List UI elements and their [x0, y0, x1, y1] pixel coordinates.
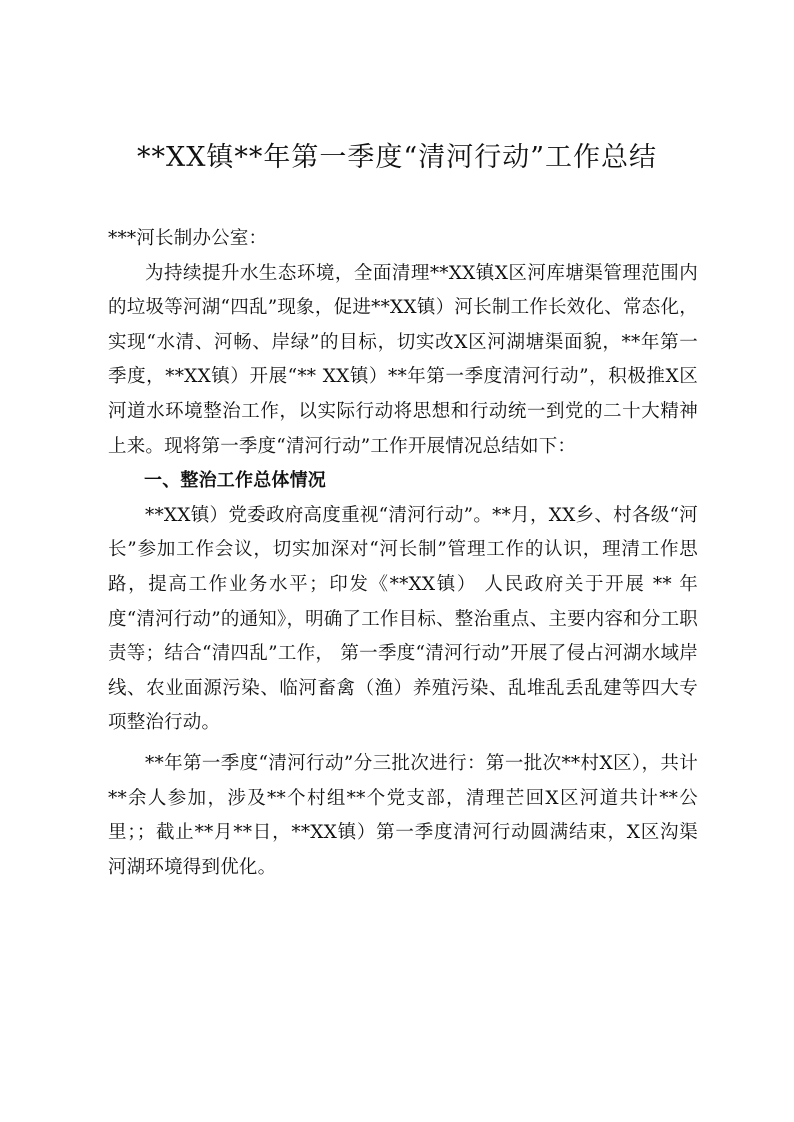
document-title: **XX镇**年第一季度“清河行动”工作总结 [136, 142, 658, 173]
paragraph-intro: 为持续提升水生态环境，全面清理**XX镇X区河库塘渠管理范围内的垃圾等河湖“四乱”现象，促进**XX镇）河长制工作长效化、常态化，实现“水清、河畅、岸绿”的目标，切实改X区河湖塘渠面貌，**年第一季度，**XX镇）开展“** XX镇）**年第一季度清河行动”，积极推X区河道水环境整治工作，以实际行动将思想和行动统一到党的二十大精神上来。现将第一季度“清河行动”工作开展情况总结如下： [108, 262, 698, 457]
salutation: ***河长制办公室： [108, 228, 268, 249]
document-body [108, 222, 698, 885]
paragraph-batches: **年第一季度“清河行动”分三批次进行：第一批次**村X区），共计**余人参加，涉及**个村组**个党支部，清理芒回X区河道共计**公里；；截止**月**日，**XX镇）第一季度清河行动圆满结束，X区沟渠河湖环境得到优化。 [108, 752, 698, 878]
paragraph-overview: **XX镇）党委政府高度重视“清河行动”。**月，XX乡、村各级“河长”参加工作会议，切实加深对“河长制”管理工作的认识，理清工作思路，提高工作业务水平；印发《**XX镇） 人民政府关于开展 ** 年度“清河行动”的通知》，明确了工作目标、整治重点、主要内容和分工职责等；结合“清四乱”工作， 第一季度“清河行动”开展了侵占河湖水域岸线、农业面源污染、临河畜禽（渔）养殖污染、乱堆乱丢乱建等四大专项整治行动。 [108, 504, 698, 734]
section-heading-1: 一、整治工作总体情况 [144, 470, 326, 492]
